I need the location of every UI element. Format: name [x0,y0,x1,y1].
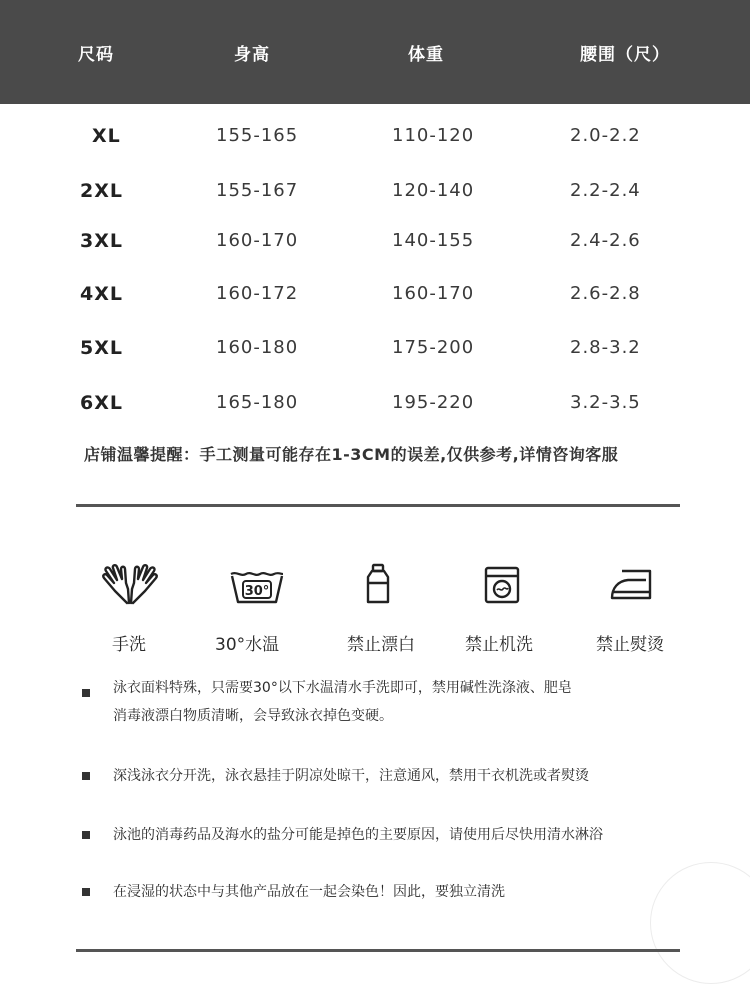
bullet-icon [82,772,90,780]
size-cell: 5XL [80,337,123,359]
table-row [0,180,750,210]
height-cell: 165-180 [216,392,299,413]
weight-cell: 140-155 [392,230,475,251]
size-cell: XL [92,125,121,147]
header-height: 身高 [234,45,270,65]
table-row [0,337,750,367]
waist-cell: 2.6-2.8 [570,283,641,304]
no-iron-label: 禁止熨烫 [596,635,664,655]
header-waist: 腰围（尺） [580,45,670,65]
table-row [0,392,750,422]
hand-wash-label: 手洗 [112,635,146,655]
bullet-icon [82,831,90,839]
waist-cell: 3.2-3.5 [570,392,641,413]
header-size: 尺码 [78,45,114,65]
weight-cell: 175-200 [392,337,475,358]
divider [76,504,680,507]
care-note-line: 在浸湿的状态中与其他产品放在一起会染色！因此，要独立清洗 [113,884,505,900]
care-note-line: 泳池的消毒药品及海水的盐分可能是掉色的主要原因，请使用后尽快用清水淋浴 [113,827,603,843]
measurement-notice: 店铺温馨提醒：手工测量可能存在1-3CM的误差,仅供参考,详情咨询客服 [84,445,619,464]
waist-cell: 2.0-2.2 [570,125,641,146]
weight-cell: 160-170 [392,283,475,304]
no-iron-icon [610,568,656,602]
header-weight: 体重 [408,45,444,65]
bullet-icon [82,689,90,697]
table-row [0,125,750,155]
waist-cell: 2.8-3.2 [570,337,641,358]
weight-cell: 110-120 [392,125,475,146]
size-table-header [0,0,750,104]
no-bleach-icon [364,563,392,605]
size-cell: 3XL [80,230,123,252]
size-cell: 2XL [80,180,123,202]
waist-cell: 2.4-2.6 [570,230,641,251]
height-cell: 160-180 [216,337,299,358]
height-cell: 160-172 [216,283,299,304]
no-bleach-label: 禁止漂白 [347,635,415,655]
no-machine-wash-icon [484,566,520,604]
care-note-line: 消毒液漂白物质清晰，会导致泳衣掉色变硬。 [113,708,393,724]
hand-wash-icon [100,563,160,605]
wash-temperature-label: 30° [244,584,270,599]
size-cell: 4XL [80,283,123,305]
weight-cell: 195-220 [392,392,475,413]
height-cell: 160-170 [216,230,299,251]
care-note-line: 泳衣面料特殊，只需要30°以下水温清水手洗即可，禁用碱性洗涤液、肥皂 [113,680,572,696]
divider [76,949,680,952]
height-cell: 155-165 [216,125,299,146]
bullet-icon [82,888,90,896]
table-row [0,230,750,260]
waist-cell: 2.2-2.4 [570,180,641,201]
wash-30-icon [229,570,285,604]
height-cell: 155-167 [216,180,299,201]
care-note-line: 深浅泳衣分开洗，泳衣悬挂于阴凉处晾干，注意通风，禁用干衣机洗或者熨烫 [113,768,589,784]
wash-30-label: 30°水温 [215,635,280,655]
decorative-circle [650,862,750,984]
table-row [0,283,750,313]
weight-cell: 120-140 [392,180,475,201]
no-machine-wash-label: 禁止机洗 [465,635,533,655]
size-cell: 6XL [80,392,123,414]
